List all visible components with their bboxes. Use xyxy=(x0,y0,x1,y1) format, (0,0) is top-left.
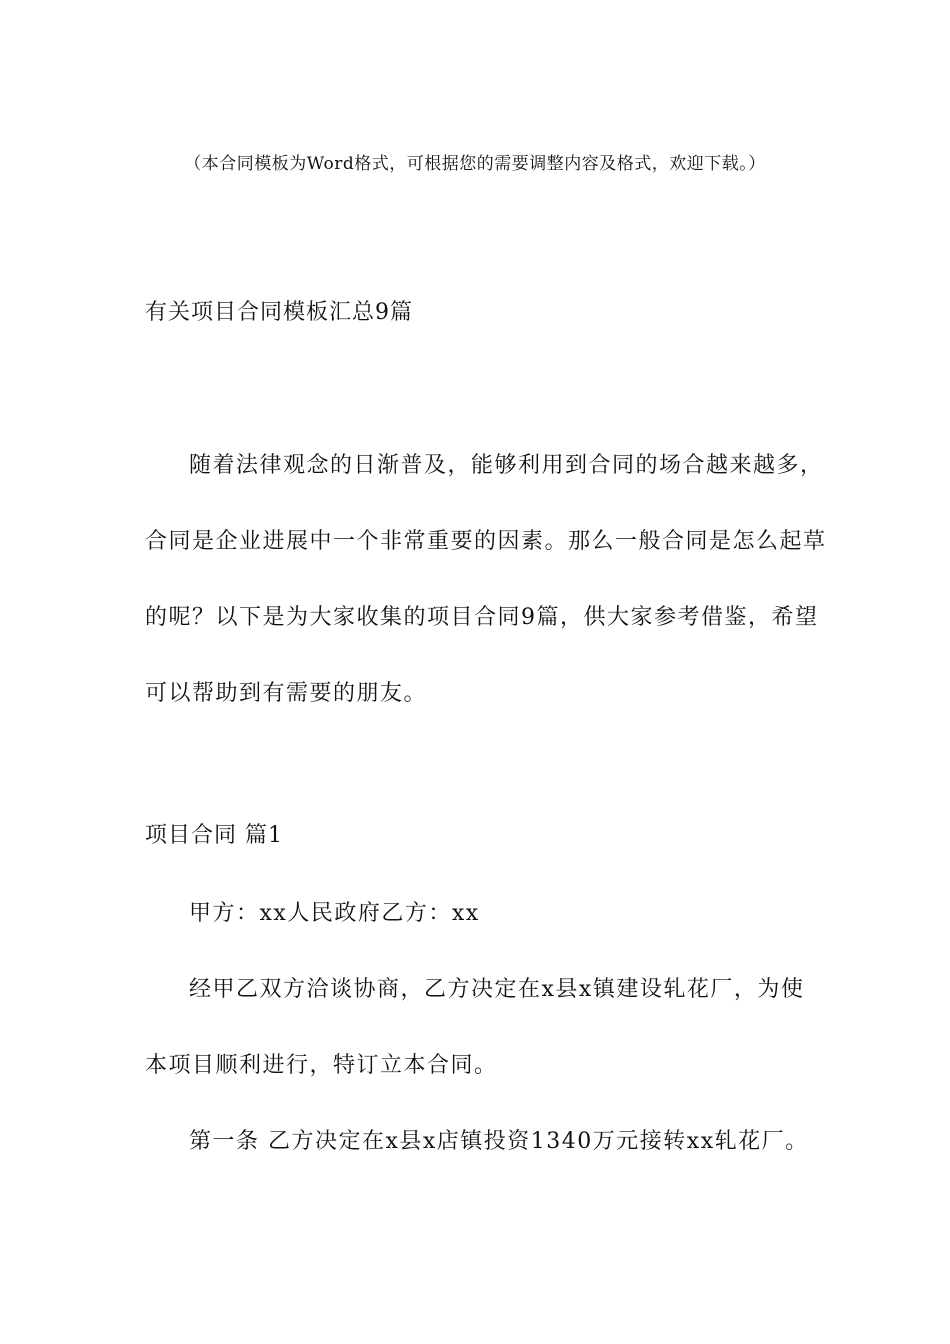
document-title: 有关项目合同模板汇总9篇 xyxy=(145,300,413,325)
intro-line: 合同是企业进展中一个非常重要的因素。那么一般合同是怎么起草 xyxy=(145,529,827,554)
intro-line: 的呢？以下是为大家收集的项目合同9篇，供大家参考借鉴，希望 xyxy=(145,605,819,630)
intro-line: 可以帮助到有需要的朋友。 xyxy=(145,681,428,706)
paragraph-line: 经甲乙双方洽谈协商，乙方决定在x县x镇建设轧花厂，为使 xyxy=(189,977,805,1002)
section-heading: 项目合同 篇1 xyxy=(145,823,283,848)
paragraph-line: 本项目顺利进行，特订立本合同。 xyxy=(145,1053,498,1078)
parties-line: 甲方：xx人民政府乙方：xx xyxy=(189,901,480,926)
article-1: 第一条 乙方决定在x县x店镇投资1340万元接转xx轧花厂。 xyxy=(189,1129,809,1154)
intro-line: 随着法律观念的日渐普及，能够利用到合同的场合越来越多， xyxy=(189,453,824,478)
contract-body xyxy=(145,892,809,1196)
intro-paragraph xyxy=(145,444,827,748)
template-notice: （本合同模板为Word格式，可根据您的需要调整内容及格式，欢迎下载。） xyxy=(184,154,766,174)
